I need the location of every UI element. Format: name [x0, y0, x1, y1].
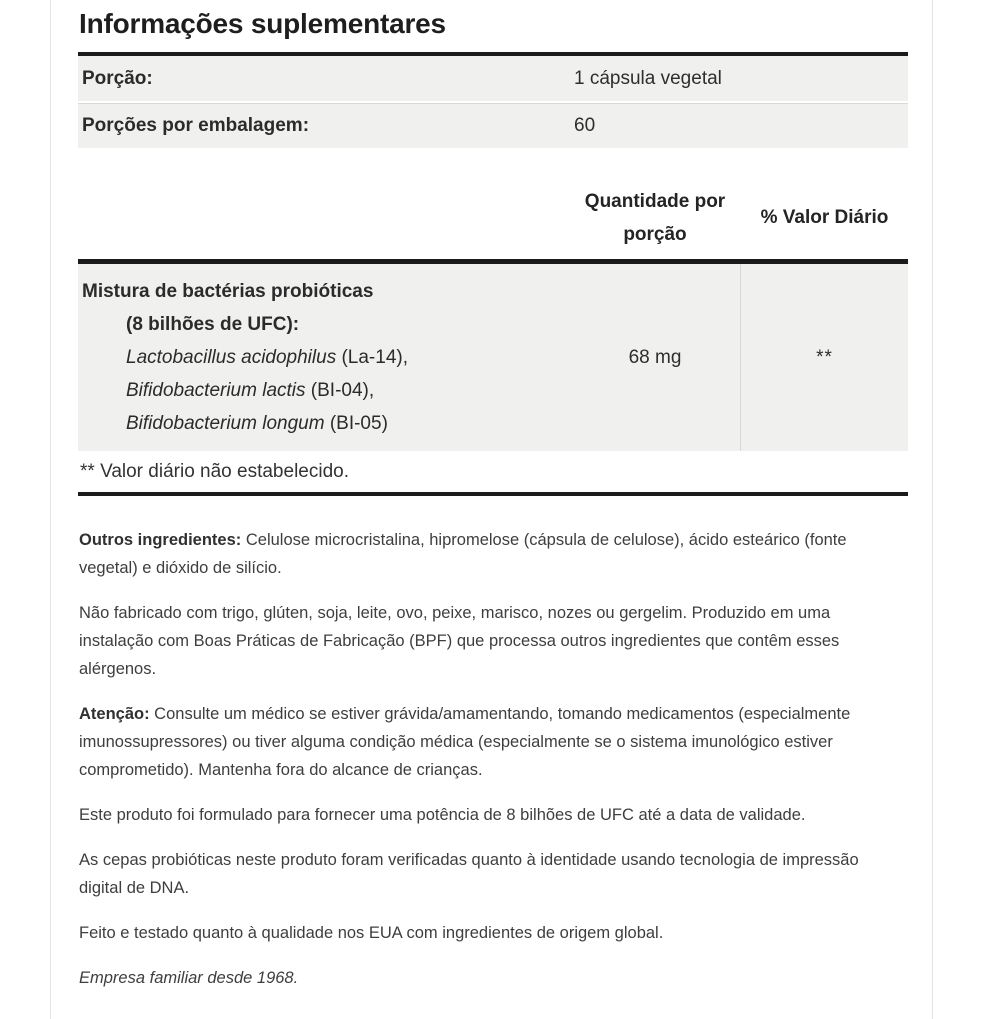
- caution-paragraph: [79, 700, 901, 784]
- species-line: [82, 407, 570, 440]
- dna-verification-paragraph: [79, 846, 901, 902]
- strain-code: (La-14),: [336, 347, 408, 368]
- allergen-text: Não fabricado com trigo, glúten, soja, leite, ovo, peixe, marisco, nozes ou gergelim. Produzido em uma instalação com Boas Práticas de Fabricação (BPF) que processa outros ingredientes que contêm esses alérgenos.: [79, 604, 840, 678]
- species-name: Bifidobacterium lactis: [126, 380, 306, 401]
- other-ingredients-text: Celulose microcristalina, hipromelose (cápsula de celulose), ácido esteárico (fonte vegetal) e dióxido de silício.: [79, 531, 847, 577]
- caution-lead: Atenção:: [79, 705, 150, 723]
- facts-column-headers: [78, 185, 908, 251]
- family-owned-text: Empresa familiar desde 1968.: [79, 969, 299, 987]
- family-owned-paragraph: [79, 964, 901, 992]
- quality-paragraph: [79, 919, 901, 947]
- probiotic-blend-row: [78, 264, 908, 451]
- servings-per-container-value: 60: [574, 115, 596, 136]
- species-name: Bifidobacterium longum: [126, 413, 325, 434]
- serving-size-value: 1 cápsula vegetal: [574, 67, 722, 89]
- other-ingredients-paragraph: [79, 526, 901, 582]
- daily-value-header: % Valor Diário: [760, 207, 889, 228]
- ingredient-name-sub: (8 bilhões de UFC):: [126, 314, 300, 335]
- potency-paragraph: [79, 801, 901, 829]
- info-paragraphs: [78, 526, 908, 992]
- species-name: Lactobacillus acidophilus: [126, 347, 337, 368]
- strain-code: (BI-04),: [305, 380, 375, 401]
- other-ingredients-lead: Outros ingredientes:: [79, 531, 242, 549]
- quality-text: Feito e testado quanto à qualidade nos EUA com ingredientes de origem global.: [79, 924, 664, 942]
- facts-bottom-rule: [78, 492, 908, 496]
- species-line: [82, 341, 570, 374]
- panel-title: Informações suplementares: [79, 8, 446, 39]
- supplement-facts-panel: [50, 0, 933, 1019]
- serving-size-label: Porção:: [82, 67, 153, 89]
- allergen-paragraph: [79, 599, 901, 683]
- serving-size-row: [78, 56, 908, 101]
- caution-text: Consulte um médico se estiver grávida/amamentando, tomando medicamentos (especialmente imunossupressores) ou tiver alguma condição médica (especialmente se o sistema imunológico estiver comprometido). Mantenha fora do alcance de crianças.: [79, 705, 851, 779]
- dna-verification-text: As cepas probióticas neste produto foram verificadas quanto à identidade usando tecnologia de impressão digital de DNA.: [79, 851, 859, 897]
- servings-per-container-row: [78, 103, 908, 148]
- servings-per-container-label: Porções por embalagem:: [82, 115, 310, 136]
- potency-text: Este produto foi formulado para fornecer uma potência de 8 bilhões de UFC até a data de validade.: [79, 806, 806, 824]
- ingredient-name-cell: [78, 264, 570, 451]
- amount-value-cell: 68 mg: [628, 346, 682, 368]
- ingredient-name-main: Mistura de bactérias probióticas: [82, 281, 374, 302]
- daily-value-footnote: ** Valor diário não estabelecido.: [80, 461, 349, 482]
- amount-per-serving-header: Quantidade por porção: [584, 191, 726, 245]
- species-line: [82, 374, 570, 407]
- daily-value-cell: **: [816, 346, 833, 368]
- strain-code: (BI-05): [324, 413, 388, 434]
